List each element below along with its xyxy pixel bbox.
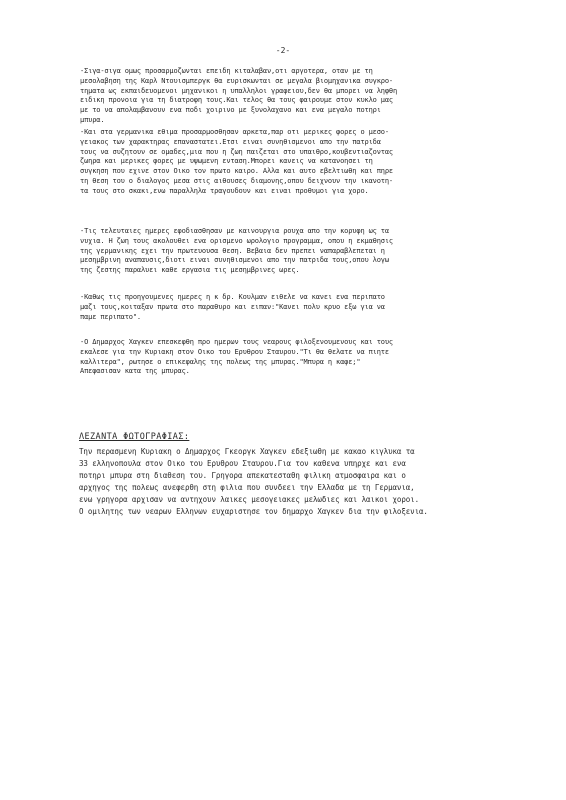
caption-line: Ο ομιλητης των νεαρων Ελληνων ευχαριστησε τον δημαρχο Χαγκεν δια την φιλοξενια. [79, 507, 428, 517]
caption-line: ενω γρηγορα αρχισαν να αντηχουν λαικες μεσογειακες μελωδιες και λαικοι χοροι. [79, 495, 419, 505]
text-line: καλλιτερα", ρωτησε ο επικεφαλης της πολεως της μπυρας."Μπυρα η καφε;" [80, 357, 361, 366]
text-line: -Και στα γερμανικα εθιμα προσαρμοσθησαν αρκετα,παρ οτι μερικες φορες ο μεσο- [80, 128, 389, 136]
text-line: Απεφασισαν κατα της μπυρας. [80, 367, 190, 376]
text-line: εκαλεσε για την Κυριακη στον Οικο του Ερυθρου Σταυρου."Τι θα θελατε να πιητε [80, 347, 389, 356]
text-line: τους να συζητουν σε ομαδες,μια που η ζωη παιζεται στο υπαιθρο,κουβεντιαζοντας [80, 147, 393, 156]
caption-line: αρχηγος της πολεως ανεφερθη στη φιλια που συνδεει την Ελλαδα με τη Γερμανια, [79, 483, 415, 493]
text-line: -Τις τελευταιες ημερες εφοδιασθησαν με καινουργια ρουχα απο την κορυφη ως τα [80, 227, 389, 235]
text-line: μπυρα. [80, 115, 105, 124]
text-line: μαζι τους,κοιταξαν πρωτα στο παραθυρο και ειπαν:"Κανει πολυ κρυο εξω για να [80, 302, 385, 311]
caption-line: ποτηρι μπυρα στη διαθεση του. Γρηγορα απεκατεσταθη φιλικη ατμοσφαιρα και ο [79, 471, 406, 481]
paragraph-2 [80, 128, 510, 197]
paragraph-1 [80, 67, 510, 126]
text-line: -Ο Δημαρχος Χαγκεν επεσκεφθη προ ημερων τους νεαρους φιλοξενουμενους και τους [80, 338, 393, 346]
text-line: -Σιγα-σιγα ομως προσαρμοζωνται επειδη κιταλαβαν,οτι αργοτερα, οταν με τη [80, 67, 373, 75]
paragraph-5 [80, 338, 510, 377]
page-number: -2- [275, 46, 291, 55]
text-line: ζωηρα και μερικες φορες με υψωμενη ενταση.Μπορει κανεις να κατανοησει τη [80, 157, 373, 166]
caption-line: 33 ελληνοπουλα στον Οικο του Ερυθρου Σταυρου.Για τον καθενα υπηρχε και ενα [79, 459, 406, 469]
text-line: -Καθως τις προηγουμενες ημερες η κ δρ. Κουλμαν ειθελε να κανει ενα περιπατο [80, 293, 385, 301]
text-line: γειακος των χαρακτηρας επαναστατει.Ετσι ειναι συνηθισμενοι απο την πατριδα [80, 137, 381, 146]
text-line: μεσολαβηση της Καρλ Ντουισμπεργκ θα ευρισκωνται σε μεγαλα βιομηχανικα συγκρο- [80, 76, 393, 85]
paragraph-4 [80, 293, 510, 322]
caption-line: Την περασμενη Κυριακη ο Δημαρχος Γκεοργκ Χαγκεν εδεξιωθη με κακαο κιγλυκα τα [79, 447, 415, 456]
text-line: τηματα ως εκπαιδευομενοι μηχανικοι η υπαλληλοι γραφειου,δεν θα μπορει να ληφθη [80, 86, 398, 95]
text-line: παμε περιπατο". [80, 312, 141, 321]
text-line: της ζεστης παραλυει καθε εργασια τις μεσημβρινες ωρες. [80, 266, 300, 275]
text-line: τη θεση του ο διαλογος μεσα στις αιθουσες διαμονης,οπου δειχνουν την ικανοτη- [80, 176, 393, 185]
photo-caption [79, 446, 519, 519]
text-line: τα τους στο σκακι,ενω παραλληλα τραγουδουν και ειναι προθυμοι για χορο. [80, 186, 369, 195]
text-line: μεσημβρινη αναπαυσις,διοτι ειναι συνηθισμενοι απο την πατριδα τους,οπου λογω [80, 256, 389, 265]
text-line: νυχια. Η ζωη τους ακολουθει ενα ορισμενο ωρολογιο προγραμμα, οπου η εκμαθησις [80, 236, 393, 245]
text-line: ειδικη προνοια για τη διατροφη τους.Και τελος θα τους φαιρουμε στον κυκλο μας [80, 96, 393, 105]
paragraph-3 [80, 227, 510, 276]
text-line: με το να απολαμβανουν ενα ποδι χοιρινο με ξυνολαχανο και ενα μεγαλο ποτηρι [80, 106, 381, 115]
caption-heading: ΛΕΖΑΝΤΑ ΦΩΤΟΓΡΑΦΙΑΣ: [79, 432, 190, 442]
text-line: της γερμανικης εχει την πρωτευουσα θεση. Βεβαια δεν πρεπει ναπαραβλεπεται η [80, 246, 385, 255]
text-line: συγκηση που εχινε στον Οικο τον πρωτο καιρο. Αλλα και αυτο εβελτιωθη και πηρε [80, 167, 393, 176]
